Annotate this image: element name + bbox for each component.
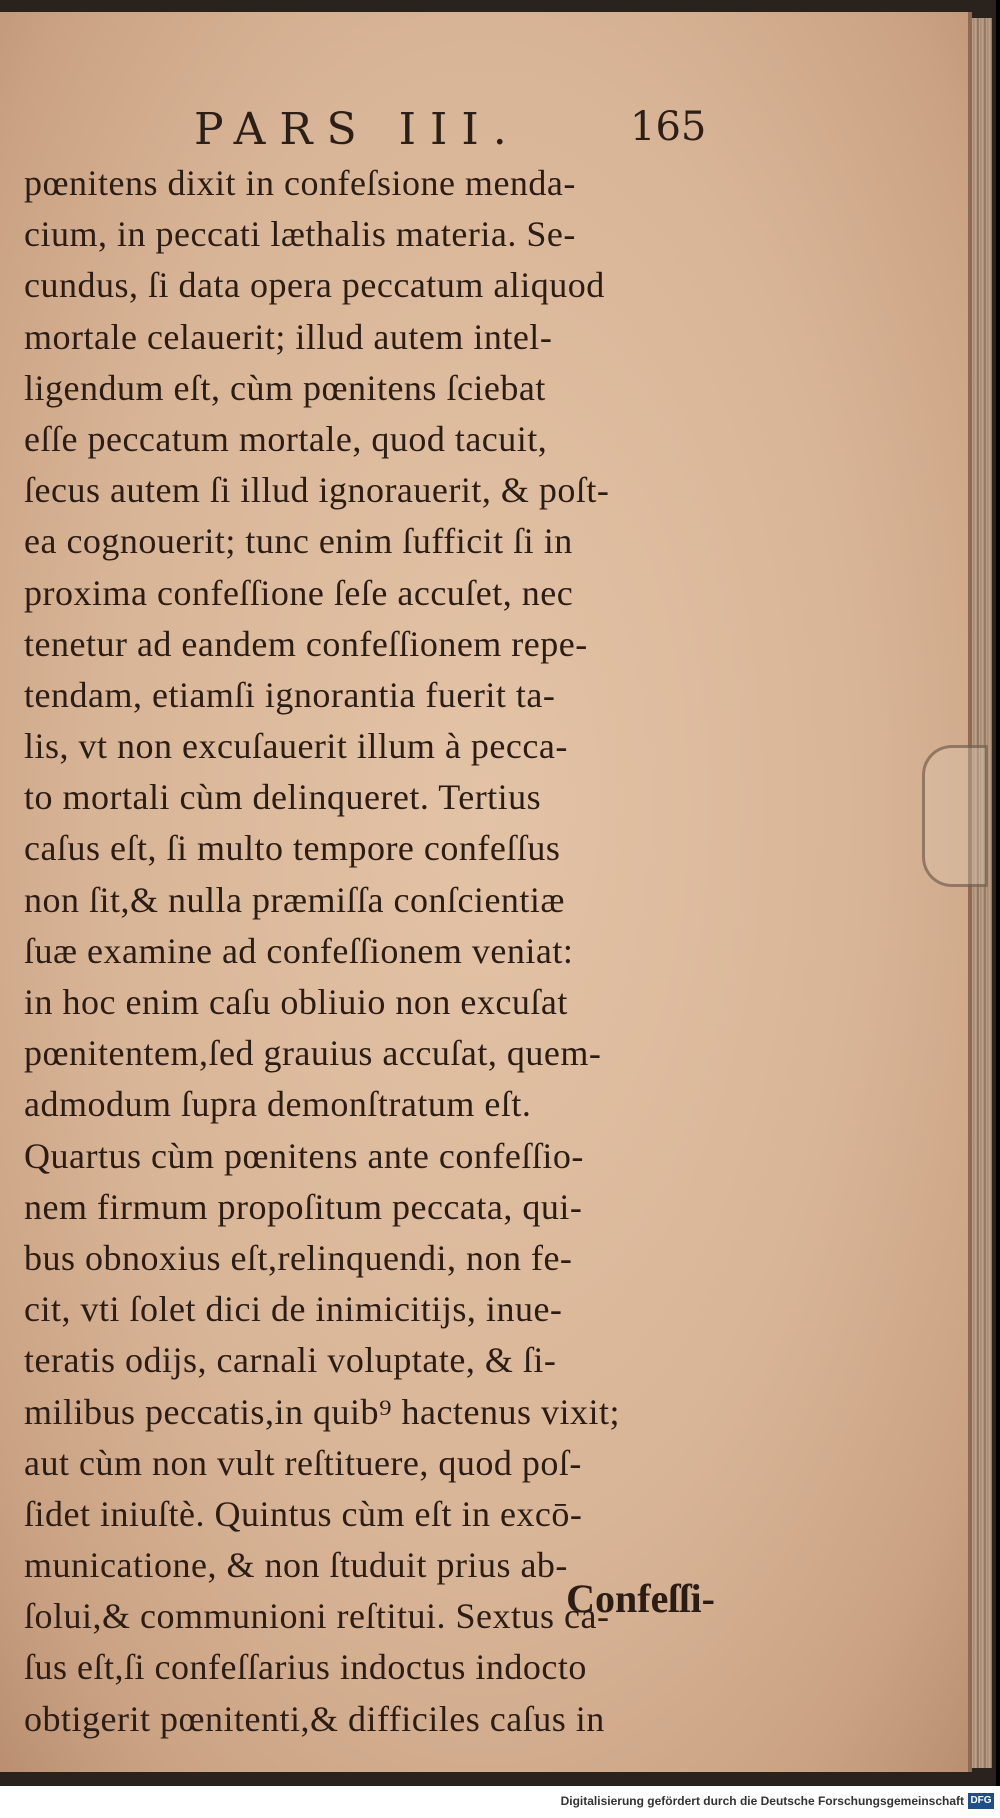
catchword: Confeſſi- bbox=[566, 1576, 715, 1621]
text-line: teratis odijs, carnali voluptate, & ſi- bbox=[24, 1340, 557, 1381]
text-line: mortale celauerit; illud autem intel- bbox=[24, 316, 553, 357]
binding-shadow bbox=[996, 0, 1000, 1786]
text-line: ſidet iniuſtè. Quintus cùm eſt in excō- bbox=[24, 1493, 583, 1534]
running-head bbox=[24, 104, 724, 164]
page-number: 165 bbox=[630, 104, 707, 150]
page-clasp bbox=[922, 745, 988, 887]
text-line: municatione, & non ſtuduit prius ab- bbox=[24, 1545, 568, 1586]
text-line: ligendum eſt, cùm pœnitens ſciebat bbox=[24, 367, 546, 408]
text-line: cit, vti ſolet dici de inimicitijs, inue- bbox=[24, 1289, 563, 1330]
text-line: caſus eſt, ſi multo tempore confeſſus bbox=[24, 828, 561, 869]
text-line: cundus, ſi data opera peccatum aliquod bbox=[24, 265, 605, 306]
text-line: eſſe peccatum mortale, quod tacuit, bbox=[24, 418, 548, 459]
text-line: tenetur ad eandem confeſſionem repe- bbox=[24, 623, 588, 664]
funding-credit: Digitalisierung gefördert durch die Deutsche Forschungsgemeinschaft bbox=[560, 1794, 964, 1808]
text-line: proxima confeſſione ſeſe accuſet, nec bbox=[24, 572, 574, 613]
text-line: ſus eſt,ſi confeſſarius indoctus indocto bbox=[24, 1647, 587, 1688]
text-line: Quartus cùm pœnitens ante confeſſio- bbox=[24, 1135, 584, 1176]
text-line: lis, vt non excuſauerit illum à pecca- bbox=[24, 726, 568, 767]
text-line: in hoc enim caſu obliuio non excuſat bbox=[24, 982, 568, 1022]
running-head-title: PARS III. bbox=[194, 104, 521, 155]
text-line: pœnitens dixit in confeſsione menda- bbox=[24, 163, 576, 203]
text-line: nem firmum propoſitum peccata, qui- bbox=[24, 1186, 583, 1227]
text-line: aut cùm non vult reſtituere, quod poſ- bbox=[24, 1442, 582, 1483]
dfg-logo: DFG bbox=[968, 1793, 994, 1809]
text-line: ea cognouerit; tunc enim ſufficit ſi in bbox=[24, 521, 573, 562]
footer-bar bbox=[0, 1786, 1000, 1818]
text-line: pœnitentem,ſed grauius accuſat, quem- bbox=[24, 1033, 602, 1074]
text-line: obtigerit pœnitenti,& difficiles caſus in bbox=[24, 1698, 605, 1739]
text-line: milibus peccatis,in quib⁹ hactenus vixit; bbox=[24, 1391, 620, 1432]
text-line: bus obnoxius eſt,relinquendi, non fe- bbox=[24, 1237, 573, 1278]
text-line: ſecus autem ſi illud ignorauerit, & poſt- bbox=[24, 470, 610, 511]
text-line: tendam, etiamſi ignorantia fuerit ta- bbox=[24, 674, 556, 715]
text-line: cium, in peccati læthalis materia. Se- bbox=[24, 214, 576, 255]
text-line: admodum ſupra demonſtratum eſt. bbox=[24, 1084, 532, 1125]
text-line: non ſit,& nulla præmiſſa conſcientiæ bbox=[24, 879, 565, 920]
text-line: ſolui,& communioni reſtitui. Sextus ca- bbox=[24, 1596, 610, 1637]
text-line: to mortali cùm delinqueret. Tertius bbox=[24, 777, 542, 818]
body-text bbox=[24, 158, 724, 1745]
book-page bbox=[0, 12, 972, 1772]
text-line: ſuæ examine ad confeſſionem veniat: bbox=[24, 930, 574, 971]
